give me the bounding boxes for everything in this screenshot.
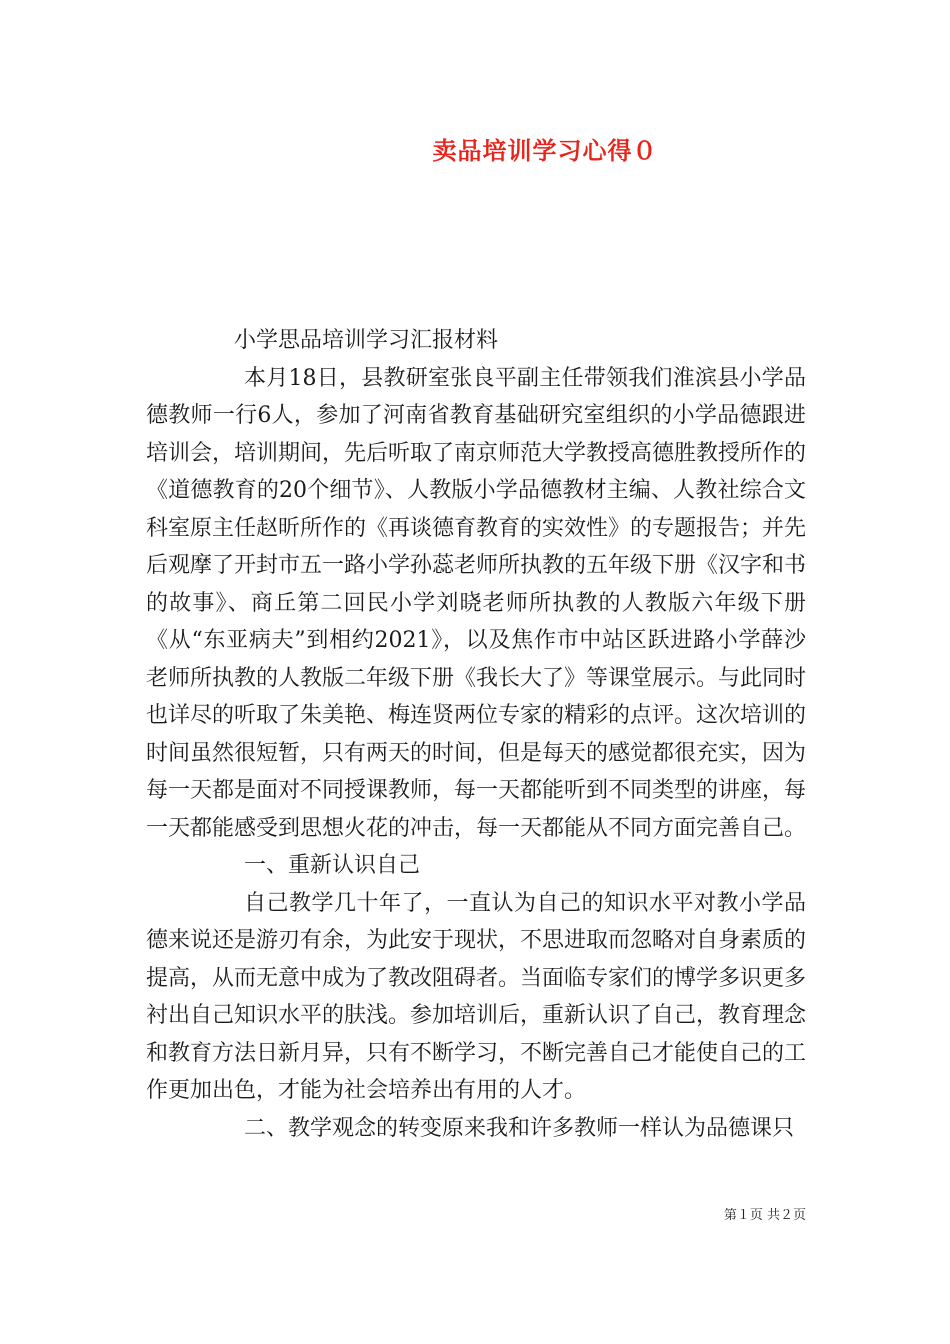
intro-paragraph: 本月18日，县教研室张良平副主任带领我们淮滨县小学品德教师一行6人，参加了河南省教育基础研究室组织的小学品德跟进培训会，培训期间，先后听取了南京师范大学教授高德胜教授所作的《道德教育的20个细节》、人教版小学品德教材主编、人教社综合文科室原主任赵昕所作的《再谈德育教育的实效性》的专题报告；并先后观摩了开封市五一路小学孙蕊老师所执教的五年级下册《汉字和书的故事》、商丘第二回民小学刘晓老师所执教的人教版六年级下册《从“东亚病夫”到相约2021》，以及焦作市中站区跃进路小学薛沙老师所执教的人教版二年级下册《我长大了》等课堂展示。与此同时也详尽的听取了朱美艳、梅连贤两位专家的精彩的点评。这次培训的时间虽然很短暂，只有两天的时间，但是每天的感觉都很充实，因为每一天都是面对不同授课教师，每一天都能听到不同类型的讲座，每一天都能感受到思想火花的冲击，每一天都能从不同方面完善自己。 [146,365,807,841]
section-2-paragraph: 二、教学观念的转变原来我和许多教师一样认为品德课只 [244,1115,795,1141]
page-number-footer: 第１页 共２页 [723,1208,806,1223]
section-1-heading: 一、重新认识自己 [244,853,421,878]
section-1-paragraph: 自己教学几十年了，一直认为自己的知识水平对教小学品德来说还是游刃有余，为此安于现状，不思进取而忽略对自身素质的提高，从而无意中成为了教改阻碍者。当面临专家们的博学多识更多衬出自己知识水平的肤浅。参加培训后，重新认识了自己，教育理念和教育方法日新月异，只有不断学习，不断完善自己才能使自己的工作更加出色，才能为社会培养出有用的人才。 [146,890,807,1103]
document-subtitle: 小学思品培训学习汇报材料 [234,328,499,353]
document-body [146,322,806,1147]
document-title: 卖品培训学习心得０ [432,137,658,165]
